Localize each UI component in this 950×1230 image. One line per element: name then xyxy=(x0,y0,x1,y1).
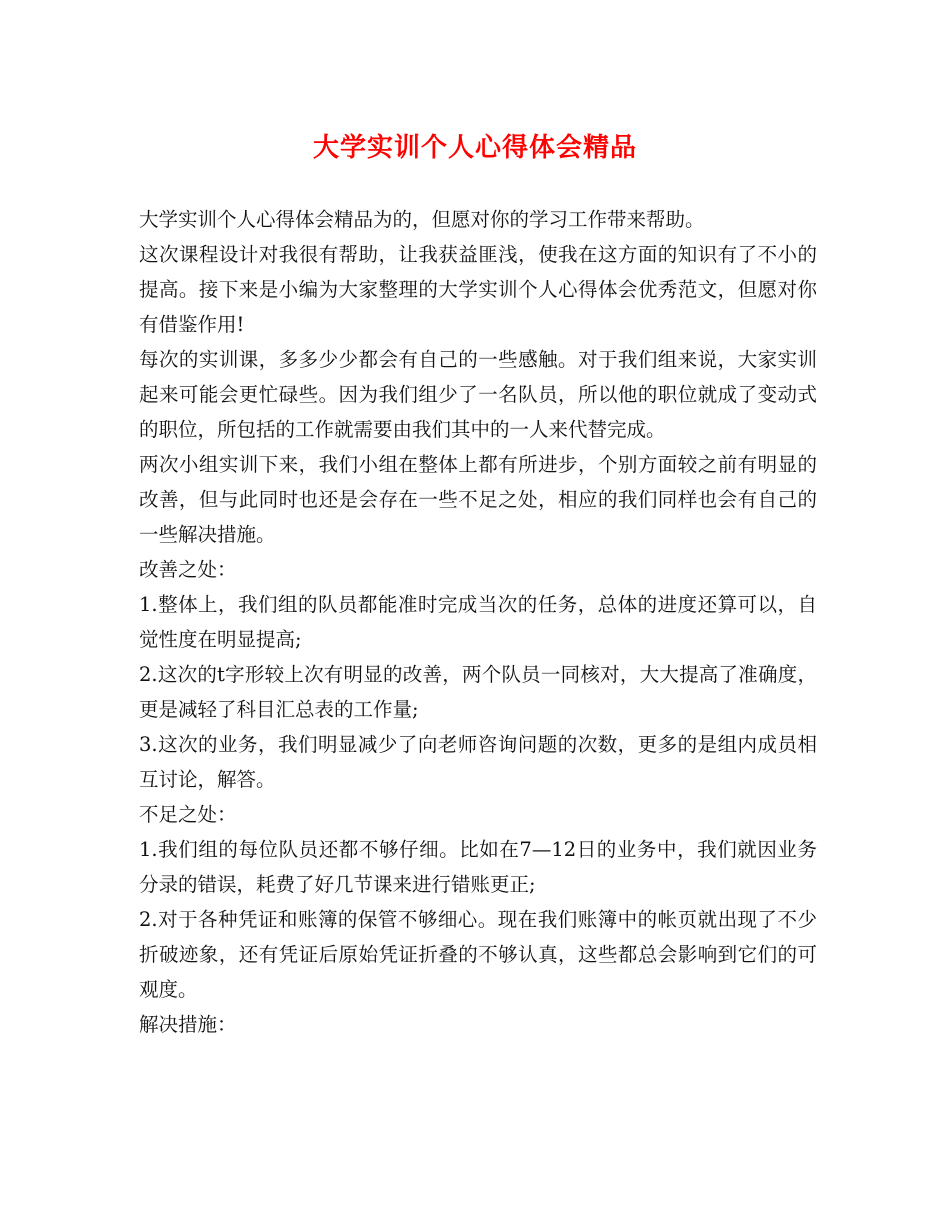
document-title: 大学实训个人心得体会精品 xyxy=(312,133,637,163)
paragraph-progress: 两次小组实训下来，我们小组在整体上都有所进步，个别方面较之前有明显的改善，但与此同时也还是会存在一些不足之处，相应的我们同样也会有自己的一些解决措施。 xyxy=(139,453,817,546)
paragraph-training-feelings: 每次的实训课，多多少少都会有自己的一些感触。对于我们组来说，大家实训起来可能会更忙碌些。因为我们组少了一名队员，所以他的职位就成了变动式的职位，所包括的工作就需要由我们其中的一人来代替完成。 xyxy=(139,348,817,441)
heading-shortcomings: 不足之处： xyxy=(139,803,237,826)
list-item-improvement-2: 2.这次的t字形较上次有明显的改善，两个队员一同核对，大大提高了准确度，更是减轻了科目汇总表的工作量; xyxy=(139,663,817,721)
document-body xyxy=(139,202,817,1042)
heading-solutions: 解决措施： xyxy=(139,1013,237,1036)
list-item-shortcoming-1: 1.我们组的每位队员还都不够仔细。比如在7—12日的业务中，我们就因业务分录的错误，耗费了好几节课来进行错账更正; xyxy=(139,838,817,896)
list-item-improvement-3: 3.这次的业务，我们明显减少了向老师咨询问题的次数，更多的是组内成员相互讨论，解答。 xyxy=(139,733,817,791)
list-item-improvement-1: 1.整体上，我们组的队员都能准时完成当次的任务，总体的进度还算可以，自觉性度在明显提高; xyxy=(139,593,817,651)
paragraph-course-design: 这次课程设计对我很有帮助，让我获益匪浅，使我在这方面的知识有了不小的提高。接下来是小编为大家整理的大学实训个人心得体会优秀范文，但愿对你有借鉴作用! xyxy=(139,243,817,336)
list-item-shortcoming-2: 2.对于各种凭证和账簿的保管不够细心。现在我们账簿中的帐页就出现了不少折破迹象，还有凭证后原始凭证折叠的不够认真，这些都总会影响到它们的可观度。 xyxy=(139,908,817,1001)
heading-improvements: 改善之处： xyxy=(139,558,237,581)
paragraph-intro: 大学实训个人心得体会精品为的，但愿对你的学习工作带来帮助。 xyxy=(139,208,705,231)
